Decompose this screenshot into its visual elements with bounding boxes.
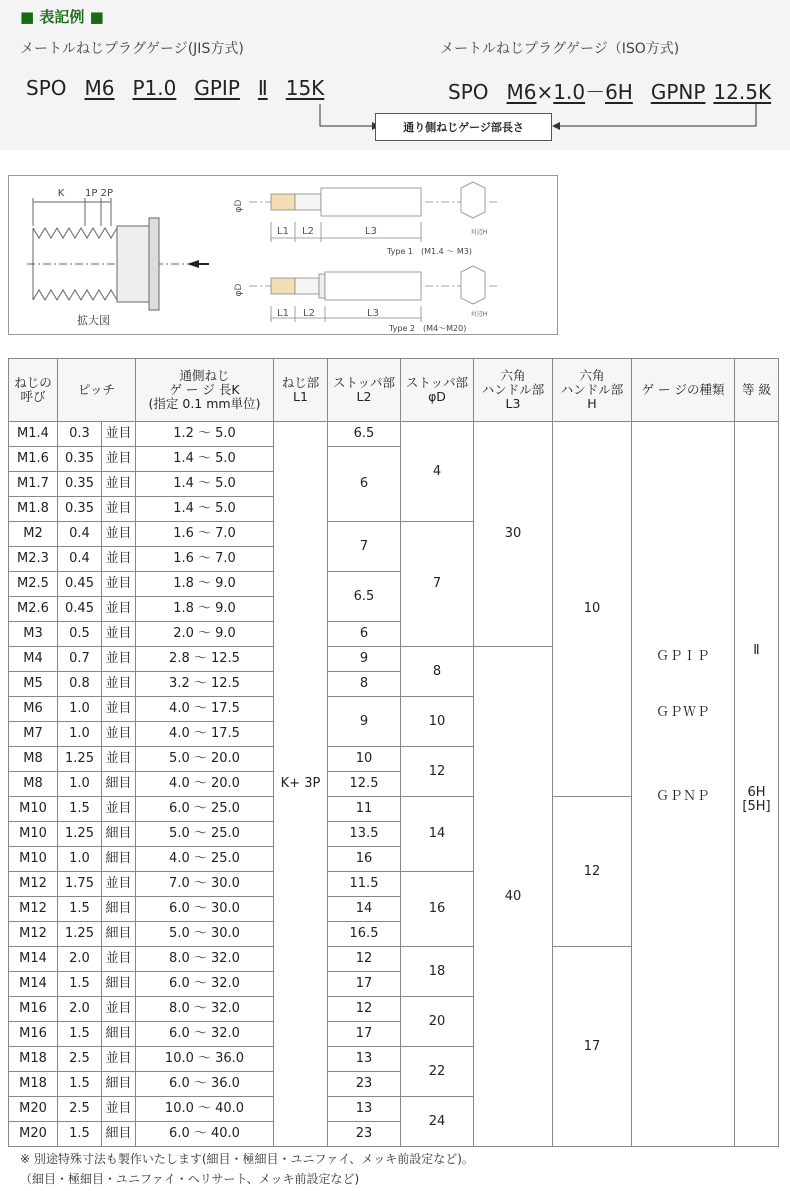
gauge-length-cell: 2.0 ～ 9.0	[136, 622, 274, 647]
gauge-length-cell: 4.0 ～ 20.0	[136, 772, 274, 797]
gauge-length-cell: 3.2 ～ 12.5	[136, 672, 274, 697]
pitch-cell: 0.3	[58, 422, 102, 447]
l2-cell: 14	[328, 897, 401, 922]
gauge-type-cell	[632, 422, 735, 1147]
iso-code-part: －	[585, 80, 606, 104]
pitch-cell: 1.5	[58, 1072, 102, 1097]
thread-type-cell: 並目	[102, 747, 136, 772]
size-cell: M1.8	[9, 497, 58, 522]
l2-cell: 16	[328, 847, 401, 872]
iso-code-part: GPNP	[650, 80, 706, 104]
pitch-cell: 1.5	[58, 897, 102, 922]
pitch-cell: 0.7	[58, 647, 102, 672]
size-cell: M2.6	[9, 597, 58, 622]
pitch-cell: 1.0	[58, 722, 102, 747]
size-cell: M18	[9, 1047, 58, 1072]
size-cell: M7	[9, 722, 58, 747]
thread-type-cell: 並目	[102, 472, 136, 497]
spec-table	[8, 358, 779, 1147]
section-title: ■ 表記例 ■	[20, 8, 104, 26]
phid-cell: 20	[401, 997, 474, 1047]
thread-type-cell: 細目	[102, 822, 136, 847]
phid-cell: 14	[401, 797, 474, 872]
size-cell: M8	[9, 772, 58, 797]
size-cell: M8	[9, 747, 58, 772]
l3-label-2: L3	[367, 308, 379, 319]
gauge-length-cell: 2.8 ～ 12.5	[136, 647, 274, 672]
pitch-cell: 2.0	[58, 997, 102, 1022]
thread-type-cell: 並目	[102, 1047, 136, 1072]
gauge-diagram	[8, 175, 558, 335]
table-header-row	[9, 359, 779, 422]
header-cell: ゲ ー ジの種類	[632, 359, 735, 422]
thread-type-cell: 並目	[102, 497, 136, 522]
thread-type-cell: 並目	[102, 947, 136, 972]
size-cell: M10	[9, 797, 58, 822]
size-cell: M6	[9, 697, 58, 722]
thread-type-cell: 並目	[102, 647, 136, 672]
gauge-length-cell: 10.0 ～ 36.0	[136, 1047, 274, 1072]
thread-type-cell: 細目	[102, 972, 136, 997]
gauge-length-cell: 5.0 ～ 25.0	[136, 822, 274, 847]
size-cell: M12	[9, 872, 58, 897]
jis-code-part: GPIP	[194, 76, 240, 100]
thread-type-cell: 並目	[102, 572, 136, 597]
size-cell: M12	[9, 922, 58, 947]
pitch-cell: 1.0	[58, 847, 102, 872]
l2-label: L2	[302, 226, 314, 237]
l3-cell: 40	[474, 647, 553, 1147]
pitch-cell: 0.5	[58, 622, 102, 647]
l2-cell: 13.5	[328, 822, 401, 847]
thread-type-cell: 並目	[102, 997, 136, 1022]
table-row	[9, 422, 779, 447]
l3-cell: 30	[474, 422, 553, 647]
grade: Ⅱ	[753, 643, 760, 658]
l2-cell: 9	[328, 647, 401, 672]
thread-type-cell: 細目	[102, 897, 136, 922]
thread-type-cell: 並目	[102, 597, 136, 622]
pitch-label: 1P 2P	[85, 188, 113, 199]
thread-type-cell: 細目	[102, 1022, 136, 1047]
jis-code-part: 15K	[285, 76, 325, 100]
gauge-length-cell: 5.0 ～ 20.0	[136, 747, 274, 772]
size-cell: M12	[9, 897, 58, 922]
phi-d-label: φD	[234, 199, 244, 213]
l2-cell: 13	[328, 1047, 401, 1072]
l2-cell: 16.5	[328, 922, 401, 947]
gauge-length-cell: 10.0 ～ 40.0	[136, 1097, 274, 1122]
l2-cell: 17	[328, 972, 401, 997]
pitch-cell: 1.25	[58, 922, 102, 947]
h-cell: 10	[553, 422, 632, 797]
l2-cell: 12	[328, 947, 401, 972]
pitch-cell: 1.25	[58, 822, 102, 847]
pitch-cell: 0.35	[58, 472, 102, 497]
thread-type-cell: 並目	[102, 447, 136, 472]
iso-code-part: ×	[536, 80, 554, 104]
l2-cell: 12	[328, 997, 401, 1022]
l1-label: L1	[277, 226, 289, 237]
size-cell: M10	[9, 847, 58, 872]
gauge-length-cell: 6.0 ～ 30.0	[136, 897, 274, 922]
l2-label-2: L2	[303, 308, 315, 319]
gauge-length-cell: 4.0 ～ 17.5	[136, 722, 274, 747]
phid-cell: 10	[401, 697, 474, 747]
jis-code-part: SPO	[26, 76, 67, 100]
header-cell: 六角 ハンドル部 H	[553, 359, 632, 422]
pitch-cell: 1.25	[58, 747, 102, 772]
grade-cell	[735, 422, 779, 1147]
l2-cell: 12.5	[328, 772, 401, 797]
header-cell: ストッパ部 φD	[401, 359, 474, 422]
size-cell: M20	[9, 1122, 58, 1147]
l2-cell: 11.5	[328, 872, 401, 897]
pitch-cell: 1.5	[58, 1122, 102, 1147]
diagram-drawing	[9, 176, 557, 334]
thread-type-cell: 細目	[102, 922, 136, 947]
iso-code-part: M6	[506, 80, 537, 104]
gauge-length-cell: 1.8 ～ 9.0	[136, 572, 274, 597]
pitch-cell: 1.5	[58, 797, 102, 822]
jis-code-part: Ⅱ	[257, 76, 268, 100]
header-cell: 等 級	[735, 359, 779, 422]
l2-cell: 6.5	[328, 422, 401, 447]
thread-type-cell: 並目	[102, 522, 136, 547]
l3-label: L3	[365, 226, 377, 237]
gauge-length-cell: 7.0 ～ 30.0	[136, 872, 274, 897]
note-line: （細目・極細目・ユニファイ・ヘリサート、メッキ前設定など)	[20, 1172, 360, 1186]
callout-box: 通り側ねじゲージ部長さ	[375, 113, 552, 141]
l2-cell: 10	[328, 747, 401, 772]
gauge-length-cell: 6.0 ～ 32.0	[136, 1022, 274, 1047]
l1-cell: K+ 3P	[274, 422, 328, 1147]
thread-type-cell: 細目	[102, 1122, 136, 1147]
thread-type-cell: 並目	[102, 797, 136, 822]
phid-cell: 7	[401, 522, 474, 647]
l2-cell: 23	[328, 1122, 401, 1147]
gauge-length-cell: 1.6 ～ 7.0	[136, 547, 274, 572]
iso-code-part: 12.5K	[713, 80, 772, 104]
gauge-type: ＧＰＩＰ	[655, 649, 710, 664]
phid-cell: 8	[401, 647, 474, 697]
thread-type-cell: 並目	[102, 1097, 136, 1122]
gauge-length-cell: 6.0 ～ 25.0	[136, 797, 274, 822]
size-cell: M16	[9, 1022, 58, 1047]
l2-cell: 6	[328, 447, 401, 522]
gauge-length-cell: 1.4 ～ 5.0	[136, 447, 274, 472]
thread-type-cell: 並目	[102, 622, 136, 647]
note-line: ※ 別途特殊寸法も製作いたします(細目・極細目・ユニファイ、メッキ前設定など)。	[20, 1152, 474, 1166]
pitch-cell: 0.4	[58, 522, 102, 547]
zoom-arrow	[187, 260, 199, 268]
pitch-cell: 1.0	[58, 772, 102, 797]
pitch-cell: 1.5	[58, 972, 102, 997]
pitch-cell: 1.0	[58, 697, 102, 722]
gauge-length-cell: 8.0 ～ 32.0	[136, 947, 274, 972]
h-label-2: 対辺H	[470, 311, 488, 318]
header-cell: ストッパ部 L2	[328, 359, 401, 422]
gauge-length-cell: 6.0 ～ 32.0	[136, 972, 274, 997]
l2-cell: 6.5	[328, 572, 401, 622]
notation-panel	[0, 0, 790, 150]
zoom-label: 拡大図	[77, 314, 110, 327]
gauge-length-cell: 1.6 ～ 7.0	[136, 522, 274, 547]
jis-label: メートルねじプラグゲージ(JIS方式)	[20, 41, 244, 57]
size-cell: M14	[9, 972, 58, 997]
size-cell: M10	[9, 822, 58, 847]
l2-cell: 17	[328, 1022, 401, 1047]
pitch-cell: 0.4	[58, 547, 102, 572]
header-cell: ねじの 呼び	[9, 359, 58, 422]
thread-type-cell: 並目	[102, 422, 136, 447]
gauge-length-cell: 5.0 ～ 30.0	[136, 922, 274, 947]
l2-cell: 8	[328, 672, 401, 697]
size-cell: M1.4	[9, 422, 58, 447]
phid-cell: 16	[401, 872, 474, 947]
zoomed-thread	[27, 198, 189, 310]
thread-type-cell: 並目	[102, 697, 136, 722]
iso-label: メートルねじプラグゲージ（ISO方式)	[440, 41, 680, 57]
type2-label: Type 2 (M4～M20)	[389, 324, 467, 333]
iso-code-part: 6H	[605, 80, 633, 104]
iso-code-part: SPO	[448, 80, 489, 104]
gauge-type: ＧＰＷＰ	[655, 705, 710, 720]
size-cell: M5	[9, 672, 58, 697]
thread-type-cell: 並目	[102, 547, 136, 572]
pitch-cell: 1.75	[58, 872, 102, 897]
size-cell: M20	[9, 1097, 58, 1122]
l2-cell: 9	[328, 697, 401, 747]
header-cell: 六角 ハンドル部 L3	[474, 359, 553, 422]
l2-cell: 6	[328, 622, 401, 647]
size-cell: M18	[9, 1072, 58, 1097]
phid-cell: 18	[401, 947, 474, 997]
header-cell: ねじ部 L1	[274, 359, 328, 422]
gauge-type: ＧＰＮＰ	[655, 789, 710, 804]
table-body	[9, 422, 779, 1147]
h-label: 対辺H	[470, 229, 488, 236]
gauge-length-cell: 1.8 ～ 9.0	[136, 597, 274, 622]
l2-cell: 23	[328, 1072, 401, 1097]
l2-cell: 7	[328, 522, 401, 572]
size-cell: M1.6	[9, 447, 58, 472]
pitch-cell: 2.5	[58, 1097, 102, 1122]
gauge-length-cell: 8.0 ～ 32.0	[136, 997, 274, 1022]
pitch-cell: 0.45	[58, 572, 102, 597]
thread-type-cell: 並目	[102, 672, 136, 697]
pitch-cell: 2.0	[58, 947, 102, 972]
h-cell: 12	[553, 797, 632, 947]
thread-type-cell: 細目	[102, 772, 136, 797]
size-cell: M2	[9, 522, 58, 547]
phid-cell: 12	[401, 747, 474, 797]
size-cell: M4	[9, 647, 58, 672]
thread-type-cell: 細目	[102, 847, 136, 872]
thread-type-cell: 並目	[102, 872, 136, 897]
pitch-cell: 0.45	[58, 597, 102, 622]
phid-cell: 24	[401, 1097, 474, 1147]
header-cell: ピッチ	[58, 359, 136, 422]
l2-cell: 13	[328, 1097, 401, 1122]
k-label: K	[57, 188, 65, 199]
grade: [5H]	[742, 799, 771, 814]
pitch-cell: 0.35	[58, 447, 102, 472]
pitch-cell: 2.5	[58, 1047, 102, 1072]
thread-type-cell: 細目	[102, 1072, 136, 1097]
gauge-length-cell: 1.4 ～ 5.0	[136, 472, 274, 497]
size-cell: M3	[9, 622, 58, 647]
phi-d-label-2: φD	[234, 283, 244, 297]
l2-cell: 11	[328, 797, 401, 822]
phid-cell: 22	[401, 1047, 474, 1097]
phid-cell: 4	[401, 422, 474, 522]
pitch-cell: 1.5	[58, 1022, 102, 1047]
type1-label: Type 1 (M1.4 ～ M3)	[387, 247, 472, 256]
pitch-cell: 0.8	[58, 672, 102, 697]
jis-code-part: M6	[84, 76, 115, 100]
gauge-length-cell: 6.0 ～ 36.0	[136, 1072, 274, 1097]
gauge-length-cell: 1.4 ～ 5.0	[136, 497, 274, 522]
size-cell: M16	[9, 997, 58, 1022]
thread-type-cell: 並目	[102, 722, 136, 747]
gauge-length-cell: 1.2 ～ 5.0	[136, 422, 274, 447]
gauge-length-cell: 4.0 ～ 17.5	[136, 697, 274, 722]
h-cell: 17	[553, 947, 632, 1147]
pitch-cell: 0.35	[58, 497, 102, 522]
grade: 6H	[747, 785, 766, 800]
header-cell: 通側ねじ ゲ ー ジ 長K (指定 0.1 mm単位)	[136, 359, 274, 422]
size-cell: M1.7	[9, 472, 58, 497]
gauge-length-cell: 4.0 ～ 25.0	[136, 847, 274, 872]
gauge-length-cell: 6.0 ～ 40.0	[136, 1122, 274, 1147]
iso-code-part: 1.0	[553, 80, 586, 104]
l1-label-2: L1	[277, 308, 289, 319]
size-cell: M2.5	[9, 572, 58, 597]
size-cell: M2.3	[9, 547, 58, 572]
size-cell: M14	[9, 947, 58, 972]
jis-code-part: P1.0	[132, 76, 177, 100]
